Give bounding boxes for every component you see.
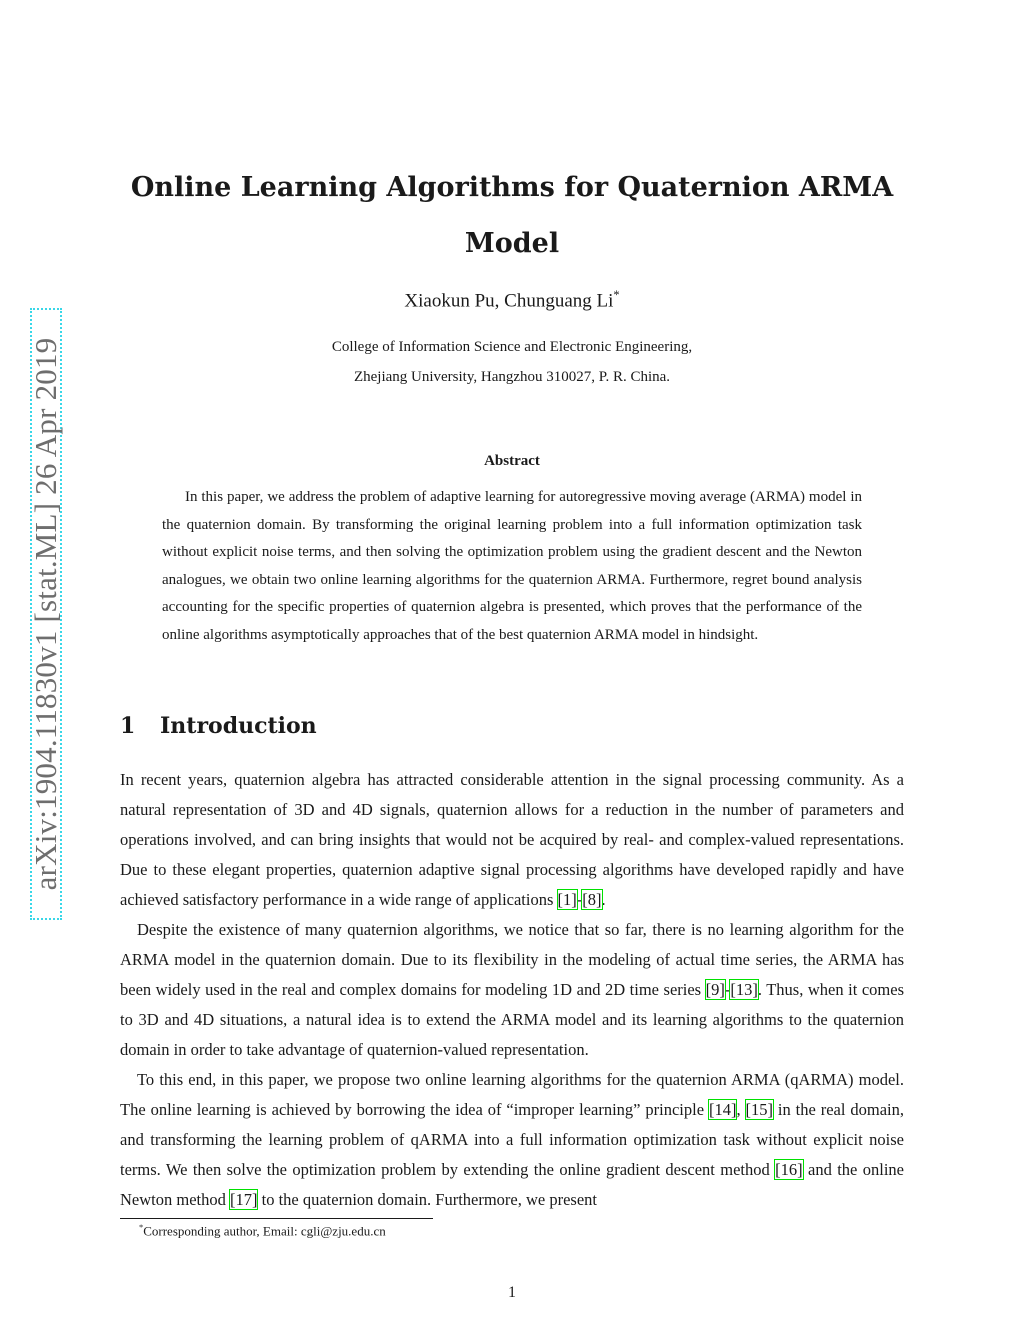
- title-line-1: Online Learning Algorithms for Quaternion ARMA: [130, 172, 894, 203]
- paragraph-3-middle-2: and the online Newton method: [120, 1160, 904, 1209]
- arxiv-identifier[interactable]: arXiv:1904.11830v1 [stat.ML] 26 Apr 2019: [28, 337, 63, 891]
- title-line-2: Model: [464, 228, 560, 259]
- citation-dash: -: [724, 980, 731, 999]
- introduction-body: [120, 765, 904, 1215]
- citation-link[interactable]: [15]: [745, 1100, 773, 1119]
- arxiv-stamp[interactable]: [30, 308, 62, 920]
- affiliation-line-1: College of Information Science and Electronic Engineering,: [331, 339, 693, 355]
- author-list: [120, 288, 904, 312]
- paragraph-3: [120, 1065, 904, 1215]
- author-names: Xiaokun Pu, Chunguang Li: [404, 290, 614, 312]
- paragraph-2-end: . Thus, when it comes to 3D and 4D situations, a natural idea is to extend the ARMA model and its learning algorithms to the quaternion domain in order to take advantage of quaternion-valued representation.: [120, 980, 904, 1059]
- abstract-text: In this paper, we address the problem of adaptive learning for autoregressive moving average (ARMA) model in the quaternion domain. By transforming the original learning problem into a full information optimization task without explicit noise terms, and then solving the optimization problem using the gradient descent and the Newton analogues, we obtain two online learning algorithms for the quaternion ARMA. Furthermore, regret bound analysis accounting for the specific properties of quaternion algebra is presented, which proves that the performance of the online algorithms asymptotically approaches that of the best quaternion ARMA model in hindsight.: [162, 489, 862, 643]
- section-number: 1: [120, 713, 136, 739]
- citation-separator: ,: [736, 1100, 746, 1119]
- citation-link[interactable]: [17]: [229, 1190, 258, 1209]
- citation-link[interactable]: [16]: [775, 1160, 803, 1179]
- abstract-heading: Abstract: [484, 453, 540, 469]
- citation-link[interactable]: [14]: [708, 1100, 737, 1119]
- paragraph-1-text: In recent years, quaternion algebra has attracted considerable attention in the signal processing community. As a natural representation of 3D and 4D signals, quaternion allows for a reduction in the number of parameters and operations involved, and can bring insights that would not be acquired by real- and complex-valued representations. Due to these elegant properties, quaternion adaptive signal processing algorithms have developed rapidly and have achieved satisfactory performance in a wide range of applications: [120, 770, 904, 909]
- citation-link[interactable]: [13]: [730, 980, 758, 999]
- paragraph-3-text: To this end, in this paper, we propose two online learning algorithms for the quaternion ARMA (qARMA) model. The online learning is achieved by borrowing the idea of “improper learning” principle: [120, 1070, 904, 1119]
- paper-title: [120, 160, 904, 272]
- footnote: [139, 1222, 386, 1239]
- author-footnote-mark[interactable]: *: [613, 288, 620, 302]
- citation-link[interactable]: [9]: [705, 980, 725, 999]
- footnote-text: Corresponding author, Email: cgli@zju.edu.cn: [143, 1223, 386, 1239]
- paragraph-2: [120, 915, 904, 1065]
- affiliation-line-2: Zhejiang University, Hangzhou 310027, P. R. China.: [353, 369, 671, 385]
- paragraph-2-text: Despite the existence of many quaternion algorithms, we notice that so far, there is no learning algorithm for the ARMA model in the quaternion domain. Due to its flexibility in the modeling of actual time series, the ARMA has been widely used in the real and complex domains for modeling 1D and 2D time series: [120, 920, 904, 999]
- paragraph-3-middle: in the real domain, and transforming the learning problem of qARMA into a full information optimization task without explicit noise terms. We then solve the optimization problem by extending the online gradient descent method: [120, 1100, 904, 1179]
- paragraph-1-end: .: [601, 890, 606, 909]
- footnote-mark: *: [139, 1222, 144, 1232]
- citation-dash: -: [576, 890, 583, 909]
- section-title: Introduction: [160, 713, 317, 739]
- footnote-divider: [120, 1218, 433, 1219]
- paragraph-1: [120, 765, 904, 915]
- citation-link[interactable]: [1]: [557, 890, 577, 909]
- section-heading: [120, 713, 317, 739]
- paragraph-3-end: to the quaternion domain. Furthermore, we present: [257, 1190, 598, 1209]
- page-number: 1: [508, 1284, 516, 1301]
- citation-link[interactable]: [8]: [582, 890, 602, 909]
